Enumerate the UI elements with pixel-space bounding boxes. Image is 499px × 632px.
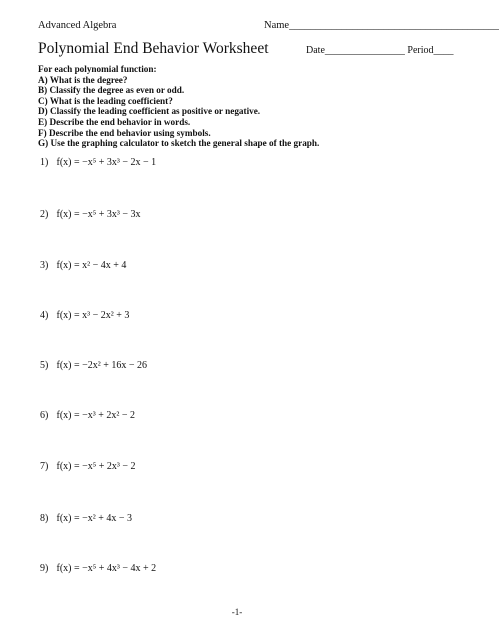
problem-number: 6) xyxy=(40,410,49,421)
date-period-fields: Date________________ Period____ xyxy=(306,45,454,56)
problem-equation: f(x) = x² − 4x + 4 xyxy=(56,260,127,271)
instruction-line: B) Classify the degree as even or odd. xyxy=(38,85,185,96)
instruction-line: A) What is the degree? xyxy=(38,74,128,85)
problem-7 xyxy=(40,461,136,472)
problem-8 xyxy=(40,513,132,524)
problem-number: 1) xyxy=(40,157,49,168)
name-field: Name________________________________________ xyxy=(264,20,499,31)
problem-4 xyxy=(40,310,129,321)
problem-equation: f(x) = −x⁵ + 4x³ − 4x + 2 xyxy=(56,563,157,574)
problem-equation: f(x) = −2x² + 16x − 26 xyxy=(56,360,148,371)
problem-number: 8) xyxy=(40,513,49,524)
instruction-line: For each polynomial function: xyxy=(38,64,157,74)
problem-number: 4) xyxy=(40,310,49,321)
problem-equation: f(x) = −x³ + 2x² − 2 xyxy=(56,410,136,421)
problem-6 xyxy=(40,410,135,421)
problem-equation: f(x) = −x² + 4x − 3 xyxy=(56,513,133,524)
problem-number: 2) xyxy=(40,209,49,220)
instructions xyxy=(38,64,319,149)
problem-equation: f(x) = x³ − 2x² + 3 xyxy=(56,310,130,321)
problem-number: 3) xyxy=(40,260,49,271)
problem-equation: f(x) = −x⁵ + 3x³ − 3x xyxy=(56,209,141,220)
instruction-line: G) Use the graphing calculator to sketch the general shape of the graph. xyxy=(38,138,320,149)
instruction-line: C) What is the leading coefficient? xyxy=(38,95,173,106)
page-number: -1- xyxy=(231,607,243,617)
problem-9 xyxy=(40,563,156,574)
problem-number: 9) xyxy=(40,563,49,574)
problem-1 xyxy=(40,157,156,168)
instruction-line: F) Describe the end behavior using symbols. xyxy=(38,127,211,138)
problem-number: 5) xyxy=(40,360,49,371)
course-name: Advanced Algebra xyxy=(38,20,117,31)
instruction-line: D) Classify the leading coefficient as positive or negative. xyxy=(38,106,261,117)
problem-2 xyxy=(40,209,141,220)
problem-5 xyxy=(40,360,147,371)
problem-equation: f(x) = −x⁵ + 2x³ − 2 xyxy=(56,461,136,472)
problem-equation: f(x) = −x⁵ + 3x³ − 2x − 1 xyxy=(56,157,157,168)
instruction-line: E) Describe the end behavior in words. xyxy=(38,116,191,127)
problem-3 xyxy=(40,260,126,271)
page-title: Polynomial End Behavior Worksheet xyxy=(38,40,269,57)
problem-number: 7) xyxy=(40,461,49,472)
